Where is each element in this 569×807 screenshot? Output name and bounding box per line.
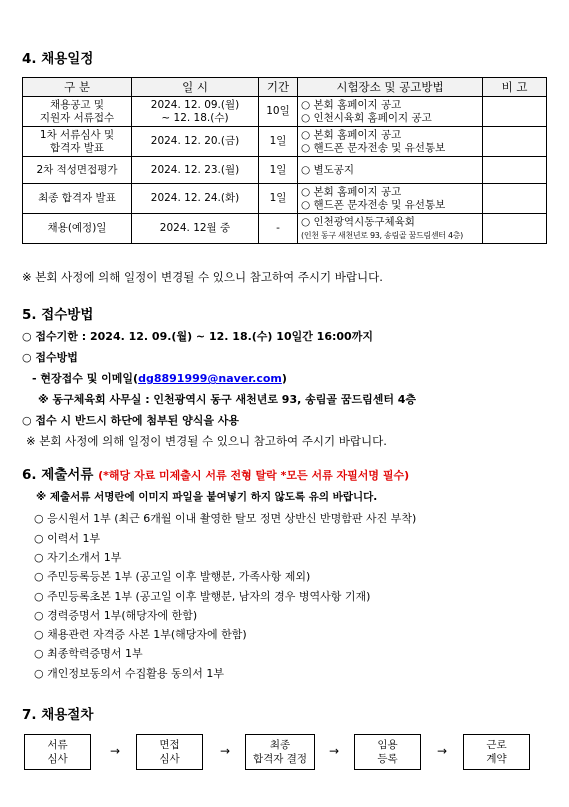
doc-item: ○ 주민등록등본 1부 (공고일 이후 발행분, 가족사항 제외): [34, 570, 311, 583]
cell-method: [298, 184, 483, 214]
cell-text: 2024. 12. 09.(월): [150, 98, 240, 111]
cell-method: [298, 97, 483, 127]
cell-note: [483, 184, 547, 214]
header-period: 기간: [259, 78, 298, 97]
deadline-text: ○ 접수기한 : 2024. 12. 09.(월) ~ 12. 18.(수) 10일간 16:00까지: [22, 330, 373, 343]
cell-text: 지원자 서류접수: [39, 111, 115, 124]
cell-category: 2차 적성면접평가: [23, 157, 132, 184]
cell-date: 2024. 12. 23.(월): [132, 157, 259, 184]
cell-category: 최종 합격자 발표: [23, 184, 132, 214]
onsite-suffix: ): [281, 372, 287, 385]
table-row: [23, 127, 547, 157]
schedule-table: [22, 77, 547, 244]
doc-item: ○ 채용관련 자격증 사본 1부(해당자에 한함): [34, 628, 247, 641]
attach-notice: ○ 접수 시 반드시 하단에 첨부된 양식을 사용: [22, 414, 240, 427]
step-document-review: [24, 734, 91, 770]
cell-text: (인천 동구 새천년로 93, 송림골 꿈드림센터 4층): [301, 230, 463, 240]
table-row: [23, 184, 547, 214]
arrow-icon: →: [437, 744, 448, 758]
cell-method: [298, 127, 483, 157]
step-label: 서류: [47, 739, 68, 751]
sign-note: ※ 제출서류 서명란에 이미지 파일을 붙여넣기 하지 않도록 유의 바랍니다.: [36, 491, 378, 503]
cell-category: [23, 97, 132, 127]
step-label: 합격자 결정: [252, 753, 308, 765]
step-label: 심사: [159, 753, 180, 765]
onsite-line: [32, 370, 287, 386]
cell-text: ○ 본회 홈페이지 공고: [301, 128, 402, 141]
cell-text: ○ 핸드폰 문자전송 및 유선통보: [301, 141, 446, 154]
cell-period: 1일: [259, 157, 298, 184]
cell-text: ○ 인천광역시동구체육회: [301, 215, 415, 228]
step-final-decision: [245, 734, 315, 770]
cell-text: ○ 본회 홈페이지 공고: [301, 98, 402, 111]
section-6-warning: (*해당 자료 미제출시 서류 전형 탈락 *모든 서류 자필서명 필수): [98, 469, 410, 482]
cell-method: [298, 214, 483, 244]
table-row: [23, 97, 547, 127]
arrow-icon: →: [329, 744, 340, 758]
cell-text: ~ 12. 18.(수): [161, 111, 229, 124]
step-label: 면접: [159, 739, 180, 751]
cell-method: ○ 별도공지: [298, 157, 483, 184]
cell-note: [483, 127, 547, 157]
cell-period: 1일: [259, 184, 298, 214]
cell-text: ○ 인천시육회 홈페이지 공고: [301, 111, 432, 124]
cell-category: [23, 127, 132, 157]
cell-text: ○ 본회 홈페이지 공고: [301, 185, 402, 198]
step-appointment: [354, 734, 421, 770]
header-note: 비 고: [483, 78, 547, 97]
doc-item: ○ 경력증명서 1부(해당자에 한함): [34, 609, 198, 622]
section-4-title: 4. 채용일정: [22, 51, 94, 67]
cell-text: ○ 핸드폰 문자전송 및 유선통보: [301, 198, 446, 211]
cell-date: 2024. 12. 20.(금): [132, 127, 259, 157]
cell-note: [483, 157, 547, 184]
doc-item: ○ 최종학력증명서 1부: [34, 647, 143, 660]
step-label: 심사: [47, 753, 68, 765]
method-notice: ※ 본회 사정에 의해 일정이 변경될 수 있으니 참고하여 주시기 바랍니다.: [26, 434, 387, 448]
cell-period: -: [259, 214, 298, 244]
step-contract: [463, 734, 530, 770]
step-label: 임용: [377, 739, 398, 751]
doc-item: ○ 개인정보동의서 수집활용 동의서 1부: [34, 667, 224, 680]
doc-item: ○ 자기소개서 1부: [34, 551, 122, 564]
onsite-prefix: - 현장접수 및 이메일(: [32, 372, 139, 385]
step-label: 최종: [269, 739, 291, 751]
step-interview: [136, 734, 203, 770]
schedule-header-row: [23, 78, 547, 97]
doc-item: ○ 응시원서 1부 (최근 6개월 이내 촬영한 탈모 정면 상반신 반명함판 사진 부착): [34, 512, 417, 525]
section-5-title: 5. 접수방법: [22, 307, 94, 323]
step-label: 등록: [377, 753, 398, 765]
method-label: ○ 접수방법: [22, 351, 78, 364]
cell-date: [132, 97, 259, 127]
doc-item: ○ 주민등록초본 1부 (공고일 이후 발행분, 남자의 경우 병역사항 기재): [34, 590, 371, 603]
table-row: [23, 214, 547, 244]
cell-category: 채용(예정)일: [23, 214, 132, 244]
header-date: 일 시: [132, 78, 259, 97]
email-link[interactable]: dg8891999@naver.com: [138, 372, 282, 385]
cell-period: 10일: [259, 97, 298, 127]
header-method: 시험장소 및 공고방법: [298, 78, 483, 97]
section-6-title-line: [22, 463, 409, 483]
arrow-icon: →: [110, 744, 121, 758]
step-label: 근로: [486, 739, 507, 751]
office-address: ※ 동구체육회 사무실 : 인천광역시 동구 새천년로 93, 송림골 꿈드림센터 4층: [38, 393, 417, 406]
step-label: 계약: [486, 753, 507, 765]
cell-note: [483, 97, 547, 127]
table-row: [23, 157, 547, 184]
section-7-title: 7. 채용절차: [22, 707, 94, 723]
arrow-icon: →: [220, 744, 231, 758]
cell-text: 채용공고 및: [49, 98, 105, 111]
header-category: 구 분: [23, 78, 132, 97]
cell-text: 1차 서류심사 및: [39, 128, 115, 141]
cell-note: [483, 214, 547, 244]
cell-period: 1일: [259, 127, 298, 157]
cell-text: 합격자 발표: [49, 141, 105, 154]
doc-item: ○ 이력서 1부: [34, 532, 101, 545]
cell-date: 2024. 12. 24.(화): [132, 184, 259, 214]
cell-date: 2024. 12월 중: [132, 214, 259, 244]
section-6-title: 6. 제출서류: [22, 467, 94, 483]
schedule-notice: ※ 본회 사정에 의해 일정이 변경될 수 있으니 참고하여 주시기 바랍니다.: [22, 270, 383, 284]
